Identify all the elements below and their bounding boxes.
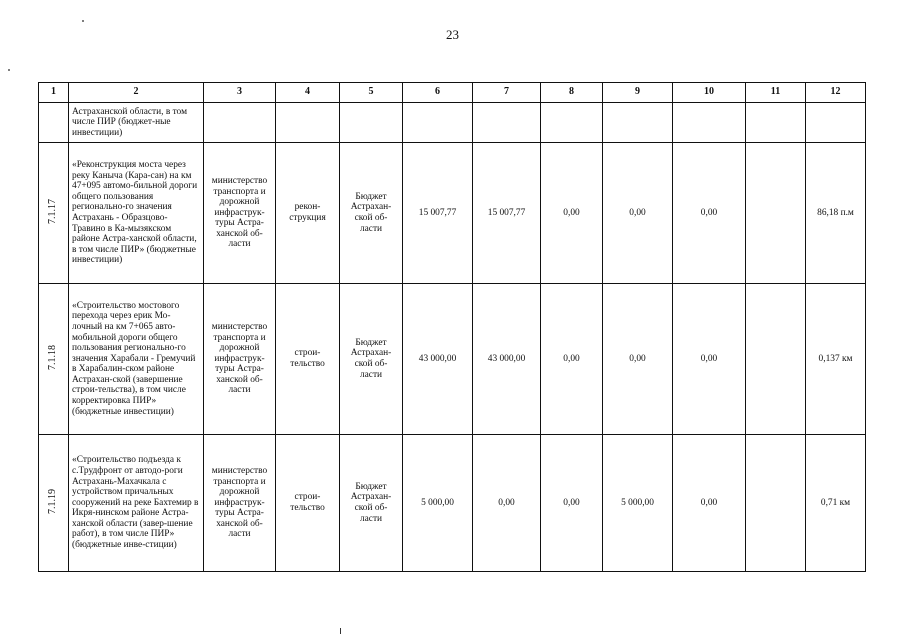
header-col-10: 10 bbox=[673, 83, 746, 103]
header-col-4: 4 bbox=[276, 83, 340, 103]
row-col-9: 0,00 bbox=[603, 284, 673, 435]
cell bbox=[39, 103, 69, 143]
row-description: «Реконструкция моста через реку Каныча (Кара-сан) на км 47+095 автомо-бильной дороги общего пользования регионально-го значения Астрахань - Образцово-Травино в Ка-мызякском районе Астра-ханской области, в том числе ПИР» (бюджетные инвестиции) bbox=[69, 143, 204, 284]
row-number-cell bbox=[39, 284, 69, 435]
row-funding-source: Бюджет Астрахан- ской об- ласти bbox=[340, 284, 403, 435]
cell bbox=[673, 103, 746, 143]
row-number-cell bbox=[39, 435, 69, 572]
table-row bbox=[39, 284, 866, 435]
table-row bbox=[39, 143, 866, 284]
cell bbox=[473, 103, 541, 143]
row-funding-source: Бюджет Астрахан- ской об- ласти bbox=[340, 143, 403, 284]
row-description: «Строительство подъезда к с.Трудфронт от автодо-роги Астрахань-Махачкала с устройством причальных сооружений на реке Бахтемир в Икря-нинском районе Астра-ханской области (завер-шение работ), в том числе ПИР» (бюджетные инве-стиции) bbox=[69, 435, 204, 572]
row-col-12: 86,18 п.м bbox=[806, 143, 866, 284]
row-col-10: 0,00 bbox=[673, 143, 746, 284]
table-row bbox=[39, 435, 866, 572]
header-col-2: 2 bbox=[69, 83, 204, 103]
header-col-1: 1 bbox=[39, 83, 69, 103]
row-col-11 bbox=[746, 284, 806, 435]
header-col-3: 3 bbox=[204, 83, 276, 103]
row-col-7: 15 007,77 bbox=[473, 143, 541, 284]
cell bbox=[746, 103, 806, 143]
row-col-11 bbox=[746, 435, 806, 572]
row-col-8: 0,00 bbox=[541, 143, 603, 284]
cell bbox=[204, 103, 276, 143]
header-col-9: 9 bbox=[603, 83, 673, 103]
row-col-12: 0,71 км bbox=[806, 435, 866, 572]
row-number: 7.1.19 bbox=[47, 488, 59, 514]
data-table bbox=[38, 82, 866, 572]
scan-speck bbox=[82, 20, 84, 22]
row-work-type: строи- тельство bbox=[276, 284, 340, 435]
row-col-10: 0,00 bbox=[673, 284, 746, 435]
row-number-cell bbox=[39, 143, 69, 284]
row-description: Астраханской области, в том числе ПИР (бюджет-ные инвестиции) bbox=[69, 103, 204, 143]
header-col-8: 8 bbox=[541, 83, 603, 103]
row-col-10: 0,00 bbox=[673, 435, 746, 572]
row-number: 7.1.17 bbox=[47, 198, 59, 224]
row-col-9: 0,00 bbox=[603, 143, 673, 284]
scan-mark bbox=[340, 628, 341, 634]
cell bbox=[276, 103, 340, 143]
header-col-12: 12 bbox=[806, 83, 866, 103]
row-col-9: 5 000,00 bbox=[603, 435, 673, 572]
row-col-6: 15 007,77 bbox=[403, 143, 473, 284]
row-executor: министерство транспорта и дорожной инфраструк- туры Астра- ханской об- ласти bbox=[204, 284, 276, 435]
header-row bbox=[39, 83, 866, 103]
cell bbox=[806, 103, 866, 143]
cell bbox=[603, 103, 673, 143]
header-col-11: 11 bbox=[746, 83, 806, 103]
table-row-continuation bbox=[39, 103, 866, 143]
row-col-12: 0,137 км bbox=[806, 284, 866, 435]
cell bbox=[403, 103, 473, 143]
row-work-type: рекон- струкция bbox=[276, 143, 340, 284]
row-col-7: 0,00 bbox=[473, 435, 541, 572]
row-col-6: 43 000,00 bbox=[403, 284, 473, 435]
header-col-6: 6 bbox=[403, 83, 473, 103]
row-col-6: 5 000,00 bbox=[403, 435, 473, 572]
header-col-7: 7 bbox=[473, 83, 541, 103]
row-description: «Строительство мостового перехода через ерик Мо-лочный на км 7+065 авто-мобильной дороги общего пользования регионально-го значения Харабали - Гремучий в Харабалин-ском районе Астрахан-ской (завершение строи-тельства), в том числе корректировка ПИР» (бюджетные инвестиции) bbox=[69, 284, 204, 435]
row-col-8: 0,00 bbox=[541, 284, 603, 435]
row-executor: министерство транспорта и дорожной инфраструк- туры Астра- ханской об- ласти bbox=[204, 435, 276, 572]
row-funding-source: Бюджет Астрахан- ской об- ласти bbox=[340, 435, 403, 572]
header-col-5: 5 bbox=[340, 83, 403, 103]
row-col-7: 43 000,00 bbox=[473, 284, 541, 435]
row-executor: министерство транспорта и дорожной инфраструк- туры Астра- ханской об- ласти bbox=[204, 143, 276, 284]
cell bbox=[340, 103, 403, 143]
scan-speck bbox=[8, 69, 10, 71]
page-number: 23 bbox=[446, 27, 459, 42]
cell bbox=[541, 103, 603, 143]
row-col-8: 0,00 bbox=[541, 435, 603, 572]
row-number: 7.1.18 bbox=[47, 344, 59, 370]
row-work-type: строи- тельство bbox=[276, 435, 340, 572]
row-col-11 bbox=[746, 143, 806, 284]
